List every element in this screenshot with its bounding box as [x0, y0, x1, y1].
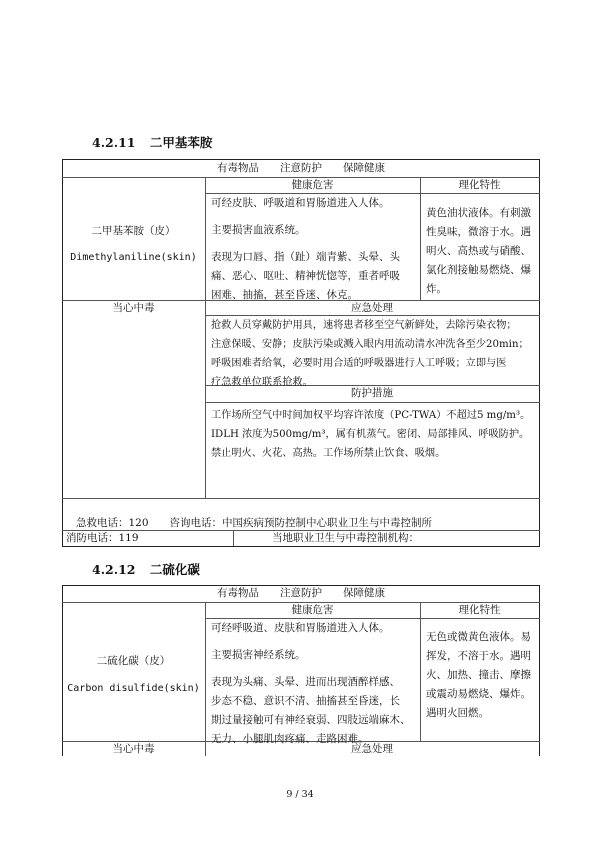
- emergency-header: 应急处理: [351, 302, 393, 314]
- section-number: 4.2.11: [92, 135, 136, 150]
- chemical-name-cn: 二甲基苯胺（皮）: [91, 225, 176, 237]
- props-header: 理化特性: [458, 604, 501, 616]
- section-title: 二硫化碳: [149, 562, 200, 577]
- properties-text: 黄色油状液体。有刺激 性臭味，微溶于水。遇 明火、高热或与硝酸、 氯化剂接触易燃烧、爆 炸。: [426, 207, 531, 295]
- health-hazard-text: 可经皮肤、呼吸道和胃肠道进入人体。 主要损害血液系统。 表现为口唇、指（趾）端青紫、头晕、头 痛、恶心、呕吐、精神恍惚等，重者呼吸 困难、抽搐，甚至昏迷、休克。: [211, 197, 400, 301]
- warning-label: 当心中毒: [112, 302, 155, 314]
- section-heading: [92, 133, 212, 151]
- emergency-header: 应急处理: [351, 743, 393, 755]
- health-header: 健康危害: [291, 604, 334, 616]
- properties-text: 无色或微黄色液体。易 挥发，不溶于水。遇明 火、加热、撞击、摩擦 或震动易燃烧、爆炸。 遇明火回燃。: [426, 631, 531, 719]
- props-header: 理化特性: [458, 179, 501, 191]
- chemical-name-en: Carbon disulfide(skin): [67, 683, 200, 694]
- local-agency: 当地职业卫生与中毒控制机构：: [272, 532, 419, 544]
- banner: 有毒物品 注意防护 保障健康: [217, 162, 385, 174]
- health-header: 健康危害: [291, 179, 334, 191]
- protection-header: 防护措施: [351, 387, 393, 399]
- emergency-phone: 急救电话：120 咨询电话：中国疾病预防控制中心职业卫生与中毒控制所: [76, 517, 433, 529]
- section-heading: [92, 560, 200, 578]
- banner: 有毒物品 注意防护 保障健康: [217, 587, 385, 599]
- chemical-name-en: Dimethylaniline(skin): [70, 252, 197, 263]
- fire-phone: 消防电话：119: [66, 532, 139, 544]
- warning-label: 当心中毒: [112, 743, 155, 755]
- protection-text: 工作场所空气中时间加权平均容许浓度（PC-TWA）不超过5 mg/m³。 IDLH 浓度为500mg/m³，属有机蒸气。密闭、局部排风、呼吸防护。 禁止明火、火花、高热。工作场所禁止饮食、吸烟。: [211, 410, 531, 459]
- section-title: 二甲基苯胺: [149, 135, 213, 150]
- health-hazard-text: 可经呼吸道、皮肤和胃肠道进入人体。 主要损害神经系统。 表现为头痛、头晕、进而出现酒醉样感、 步态不稳、意识不清、抽搐甚至昏迷，长 期过量接触可有神经衰弱、四肢远端麻木、 无力、小腿肌肉疼痛、走路困难。: [211, 622, 411, 745]
- page-number: 9 / 34: [286, 789, 314, 800]
- chemical-name-cn: 二硫化碳（皮）: [96, 655, 171, 667]
- section-number: 4.2.12: [92, 562, 136, 577]
- emergency-text: 抢救人员穿戴防护用具，速将患者移至空气新鲜处，去除污染衣物； 注意保暖、安静；皮肤污染或溅入眼内用流动清水冲洗各至少20min； 呼吸困难者给氧，必要时用合适的呼吸器进行人工呼吸；立即与医 疗急救单位联系抢救。: [211, 320, 529, 388]
